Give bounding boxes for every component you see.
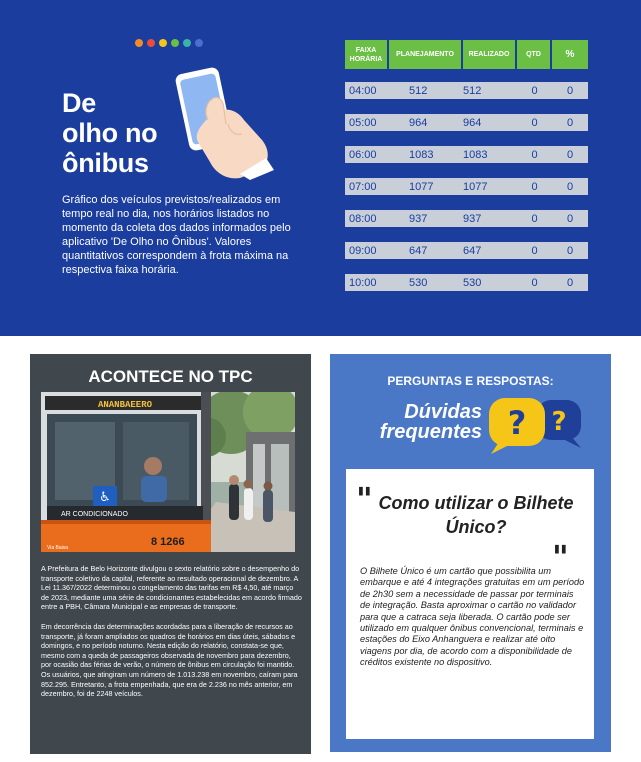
- table-row: [345, 114, 588, 131]
- cell-percent: 0: [552, 146, 588, 163]
- cell-realized: 512: [463, 82, 517, 99]
- cell-percent: 0: [552, 274, 588, 291]
- cell-planned: 964: [389, 114, 463, 131]
- dot: [171, 39, 179, 47]
- cell-time: 10:00: [345, 274, 389, 291]
- cell-planned: 1077: [389, 178, 463, 195]
- cell-realized: 937: [463, 210, 517, 227]
- cell-qtd: 0: [517, 210, 552, 227]
- cell-qtd: 0: [517, 146, 552, 163]
- bus-photo: [41, 392, 295, 552]
- news-paragraph: Em decorrência das determinações acordadas para a liberação de recursos ao transporte, já foram ampliados os quadros de horários em dias úteis, sábados e domingos, e no período noturno. Nesta edição do relatório, constata-se que, mesmo com a queda de passageiros observada de novembro para dezembro, por ocasião das férias de verão, o número de ônibus em circulação foi mantido. Os usuários, que atingiram um número de 1.013.238 em novembro, caíram para 852.295. Entretanto, a frota empenhada, que era de 2.236 no mês anterior, em dezembro, foi de 2248 veículos.: [41, 621, 298, 699]
- cell-qtd: 0: [517, 274, 552, 291]
- faq-subtitle-line: Dúvidas: [404, 401, 482, 423]
- header-realizado: REALIZADO: [463, 40, 517, 69]
- cell-planned: 1083: [389, 146, 463, 163]
- faq-panel: [330, 354, 611, 752]
- table-row: [345, 146, 588, 163]
- table-row: [345, 242, 588, 259]
- cell-time: 07:00: [345, 178, 389, 195]
- cell-time: 08:00: [345, 210, 389, 227]
- bus-ac-label: AR CONDICIONADO: [61, 511, 128, 518]
- cell-time: 04:00: [345, 82, 389, 99]
- bus-number: 8 1266: [151, 536, 185, 548]
- cell-planned: 937: [389, 210, 463, 227]
- table-row: [345, 82, 588, 99]
- table-row: [345, 178, 588, 195]
- cell-qtd: 0: [517, 242, 552, 259]
- cell-time: 09:00: [345, 242, 389, 259]
- faq-subtitle: [358, 402, 482, 442]
- cell-time: 06:00: [345, 146, 389, 163]
- cell-realized: 1083: [463, 146, 517, 163]
- chart-description: Gráfico dos veículos previstos/realizados em tempo real no dia, nos horários listados no momento da coleta dos dados informados pelo aplicativo 'De Olho no Ônibus'. Valores quantitativos correspondem à frota máxima na respectiva faixa horária.: [62, 194, 291, 276]
- news-article: [41, 564, 303, 699]
- cell-percent: 0: [552, 82, 588, 99]
- news-title: ACONTECE NO TPC: [88, 367, 253, 386]
- cell-percent: 0: [552, 242, 588, 259]
- schedule-table: [345, 40, 588, 291]
- top-banner: [0, 0, 641, 336]
- bus-destination-sign: ANANBAEERO: [97, 400, 153, 410]
- faq-card: [346, 469, 594, 739]
- faq-answer: O Bilhete Único é um cartão que possibilita um embarque e até 4 integrações gratuitas em um período de 2h30 sem a necessidade de passar por terminais de integração. Basta aproximar o cartão no validador para que a catraca seja liberada. O cartão pode ser utilizado em qualquer ônibus convencional, terminais e estações do Eixo Anhanguera e realizar até oito viagens por dia, de acordo com a disponibilidade de créditos existente no dispositivo.: [360, 566, 585, 668]
- cell-percent: 0: [552, 114, 588, 131]
- cell-realized: 647: [463, 242, 517, 259]
- header-percent: %: [552, 40, 588, 69]
- dot: [159, 39, 167, 47]
- question-mark: ?: [551, 407, 567, 437]
- news-paragraph: A Prefeitura de Belo Horizonte divulgou o sexto relatório sobre o desempenho do transporte coletivo da capital, referente ao resultado operacional de dezembro. A Lei 11.367/2022 determinou o congelamento das tarifas em R$ 4,50, até março de 2023, mediante uma série de condicionantes estabelecidas em acordo firmado entre a PBH, Câmara Municipal e as empresas de transporte.: [41, 564, 302, 612]
- quote-close-icon: ": [552, 538, 569, 576]
- faq-heading: PERGUNTAS E RESPOSTAS:: [387, 374, 554, 388]
- cell-planned: 647: [389, 242, 463, 259]
- question-bubbles-icon: [485, 396, 585, 456]
- header-faixa-horaria: FAIXA HORÁRIA: [345, 40, 389, 69]
- bus-side-text: Via Baixa: [47, 545, 69, 551]
- cell-qtd: 0: [517, 114, 552, 131]
- cell-qtd: 0: [517, 82, 552, 99]
- cell-realized: 1077: [463, 178, 517, 195]
- dot: [147, 39, 155, 47]
- dot: [195, 39, 203, 47]
- cell-time: 05:00: [345, 114, 389, 131]
- question-mark: ?: [507, 404, 527, 442]
- decorative-dots: [135, 39, 203, 47]
- svg-text:♿: ♿: [99, 490, 111, 505]
- dot: [135, 39, 143, 47]
- dot: [183, 39, 191, 47]
- cell-realized: 530: [463, 274, 517, 291]
- header-planejamento: PLANEJAMENTO: [389, 40, 463, 69]
- title-line: olho no: [62, 118, 158, 148]
- hand-phone-icon: [170, 62, 280, 180]
- table-row: [345, 210, 588, 227]
- quote-open-icon: ": [356, 480, 373, 518]
- cell-planned: 512: [389, 82, 463, 99]
- table-row: [345, 274, 588, 291]
- title-line: ônibus: [62, 148, 149, 178]
- title-line: De: [62, 88, 96, 118]
- cell-percent: 0: [552, 178, 588, 195]
- faq-question: Como utilizar o Bilhete Único?: [378, 493, 574, 537]
- faq-subtitle-line: frequentes: [379, 421, 482, 443]
- cell-qtd: 0: [517, 178, 552, 195]
- cell-percent: 0: [552, 210, 588, 227]
- page-title: [62, 88, 157, 178]
- table-header-row: [345, 40, 588, 69]
- cell-realized: 964: [463, 114, 517, 131]
- news-panel: [30, 354, 311, 754]
- cell-planned: 530: [389, 274, 463, 291]
- header-qtd: QTD: [517, 40, 552, 69]
